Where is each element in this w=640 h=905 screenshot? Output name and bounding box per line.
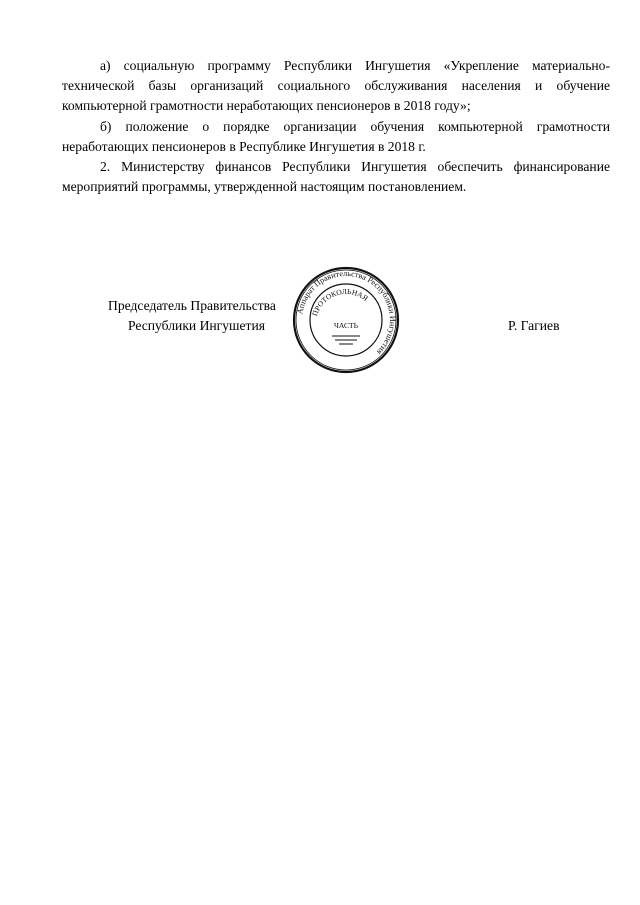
- signatory-title: [108, 296, 308, 336]
- signatory-title-line2: Республики Ингушетия: [128, 318, 266, 333]
- paragraph-item-b: б) положение о порядке организации обучения компьютерной грамотности неработающих пенсионеров в Республике Ингушетия в 2018 г.: [62, 118, 610, 154]
- seal-center-text: ЧАСТЬ: [333, 321, 359, 330]
- paragraph-item-2: 2. Министерству финансов Республики Ингушетия обеспечить финансирование мероприятий программы, утвержденной настоящим постановлением.: [62, 159, 610, 195]
- paragraph-item-a: а) социальную программу Республики Ингушетия «Укрепление материально-технической базы организаций социального обслуживания населения и обучение компьютерной грамотности неработающих пенсионеров в 2018 году»;: [62, 58, 610, 114]
- seal-outer-text: Аппарат Правительства Республики Ингушетия: [295, 268, 398, 357]
- signatory-title-line1: Председатель Правительства: [108, 298, 276, 313]
- signatory-name: Р. Гагиев: [508, 318, 560, 333]
- seal-inner-text: ПРОТОКОЛЬНАЯ: [310, 286, 370, 318]
- official-seal: [292, 266, 400, 374]
- document-body: [62, 56, 610, 197]
- seal-graphic: [292, 266, 400, 374]
